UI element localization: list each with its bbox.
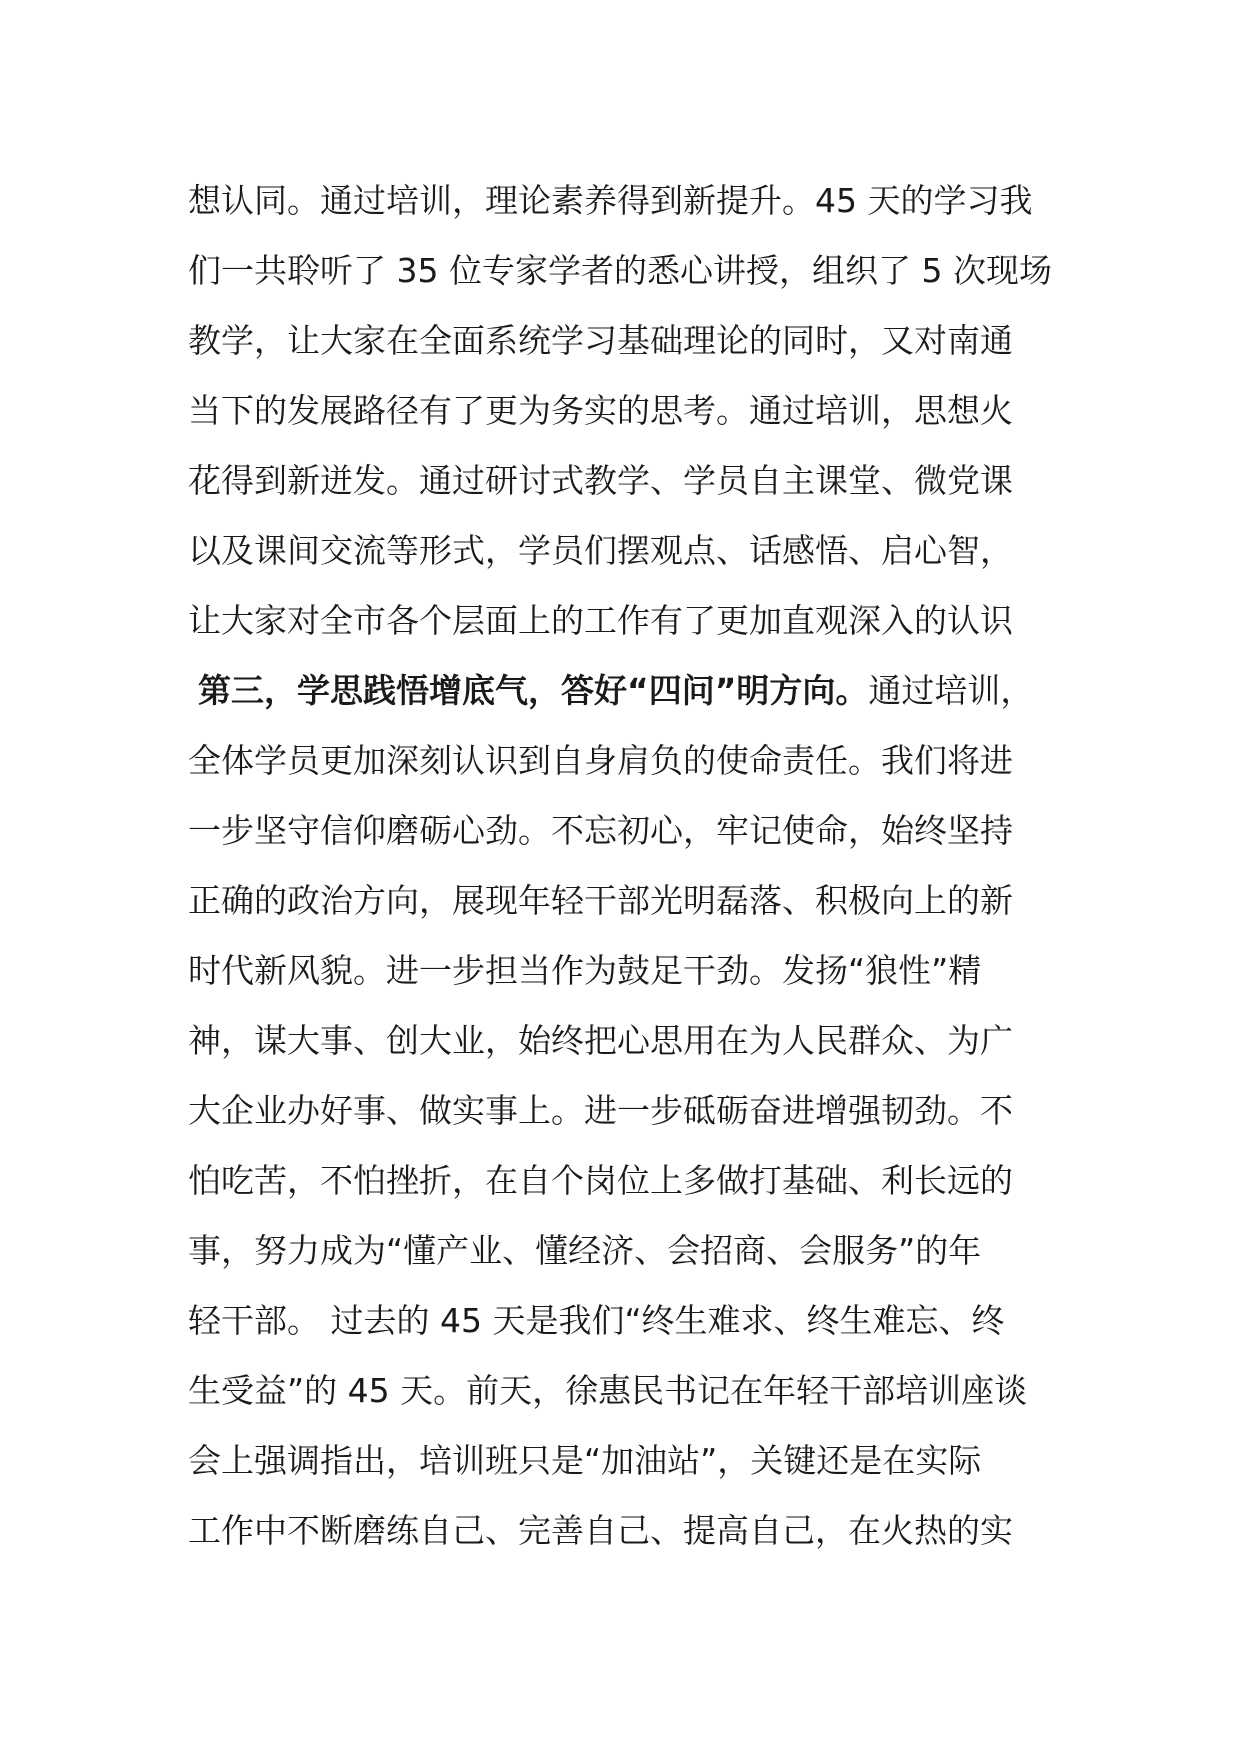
section-heading: 第三，学思践悟增底气，答好“四问”明方向。 xyxy=(198,671,869,710)
text-line: 全体学员更加深刻认识到自身肩负的使命责任。我们将进 xyxy=(188,741,1013,780)
section-heading-rest: 通过培训， xyxy=(868,671,1034,710)
text-line: 大企业办好事、做实事上。进一步砥砺奋进增强韧劲。不 xyxy=(188,1091,1013,1130)
text-line: 以及课间交流等形式，学员们摆观点、话感悟、启心智， xyxy=(188,531,1013,570)
text-line: 们一共聆听了 35 位专家学者的悉心讲授，组织了 5 次现场 xyxy=(188,251,1052,290)
section-line xyxy=(188,656,1088,726)
text-line: 当下的发展路径有了更为务实的思考。通过培训，思想火 xyxy=(188,391,1013,430)
text-line: 轻干部。 过去的 45 天是我们“终生难求、终生难忘、终 xyxy=(188,1301,1005,1340)
text-line: 生受益”的 45 天。前天，徐惠民书记在年轻干部培训座谈 xyxy=(188,1371,1028,1410)
text-line: 教学，让大家在全面系统学习基础理论的同时，又对南通 xyxy=(188,321,1013,360)
text-line: 工作中不断磨练自己、完善自己、提高自己，在火热的实 xyxy=(188,1511,1013,1550)
text-line: 想认同。通过培训，理论素养得到新提升。45 天的学习我 xyxy=(188,181,1033,220)
text-line: 一步坚守信仰磨砺心劲。不忘初心，牢记使命，始终坚持 xyxy=(188,811,1013,850)
text-line: 时代新风貌。进一步担当作为鼓足干劲。发扬“狼性”精 xyxy=(188,951,982,990)
text-line: 会上强调指出，培训班只是“加油站”，关键还是在实际 xyxy=(188,1441,982,1480)
text-line: 让大家对全市各个层面上的工作有了更加直观深入的认识 xyxy=(188,601,1013,640)
text-line: 正确的政治方向，展现年轻干部光明磊落、积极向上的新 xyxy=(188,881,1013,920)
text-line: 花得到新迸发。通过研讨式教学、学员自主课堂、微党课 xyxy=(188,461,1013,500)
text-line: 事，努力成为“懂产业、懂经济、会招商、会服务”的年 xyxy=(188,1231,982,1270)
body-text xyxy=(188,166,1088,1566)
text-line: 神，谋大事、创大业，始终把心思用在为人民群众、为广 xyxy=(188,1021,1013,1060)
text-line: 怕吃苦，不怕挫折，在自个岗位上多做打基础、利长远的 xyxy=(188,1161,1013,1200)
